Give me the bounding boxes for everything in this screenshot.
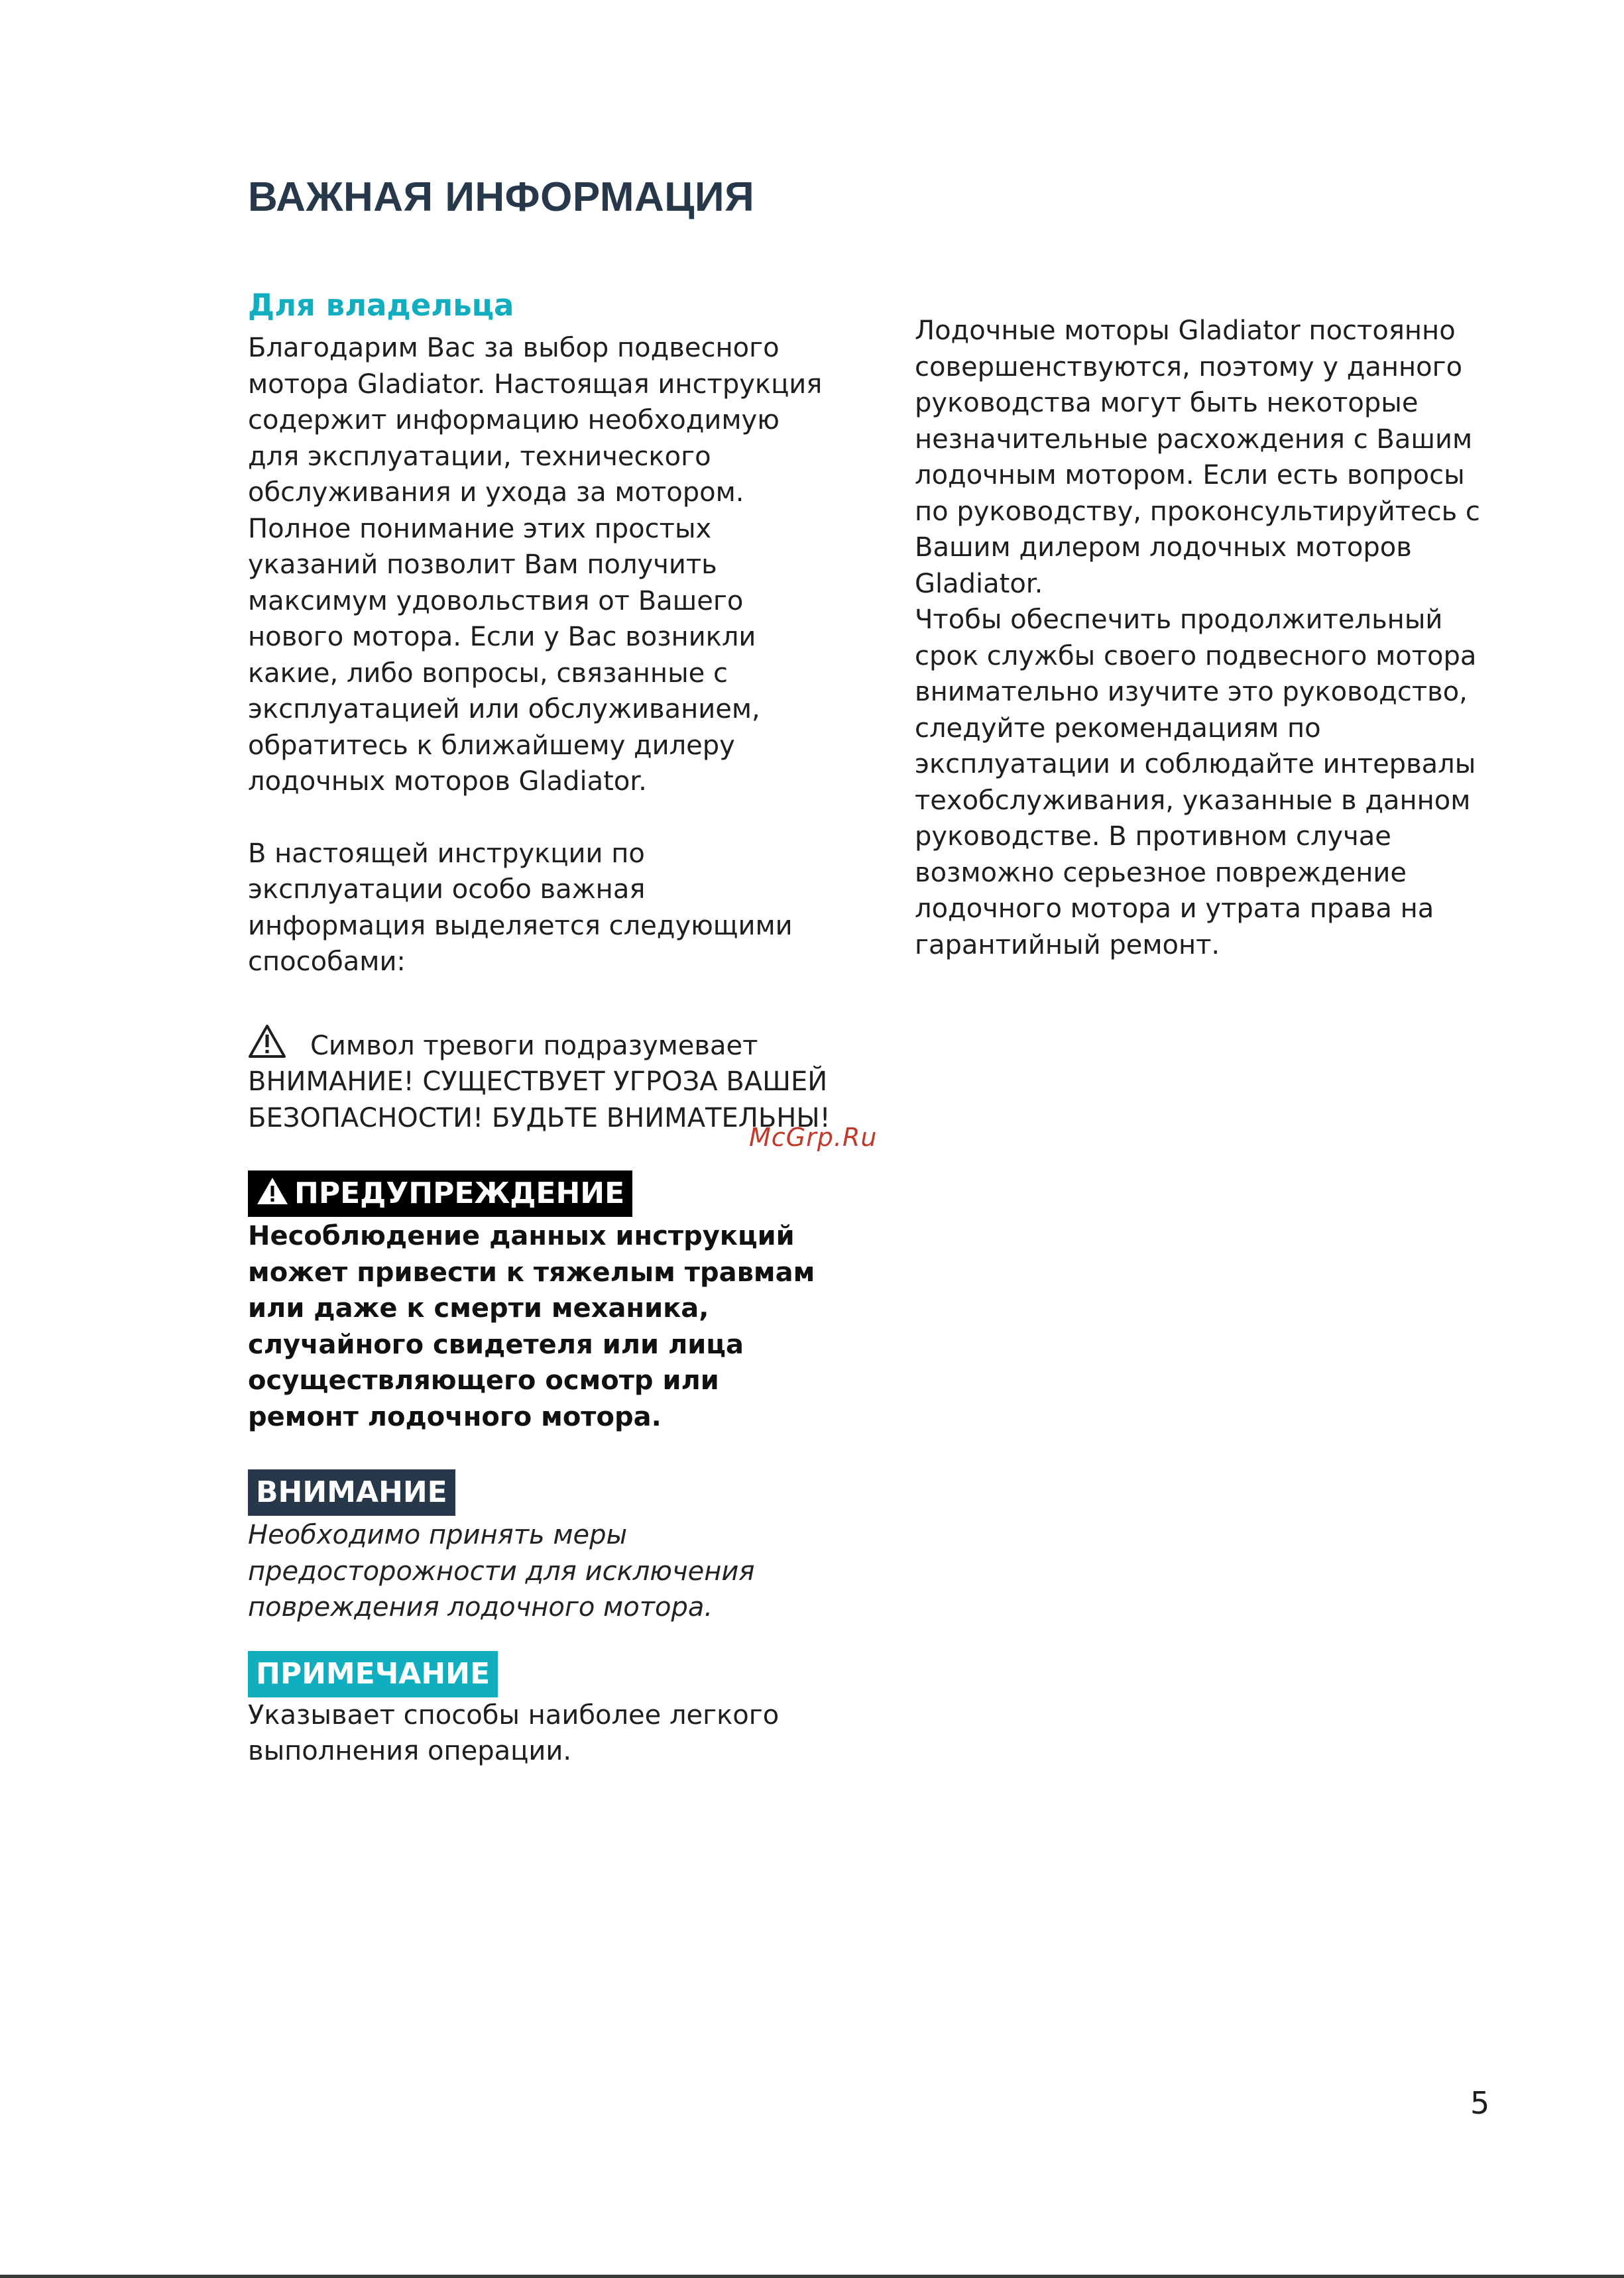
left-column [248, 285, 831, 1770]
warning-label-text: ПРЕДУПРЕЖДЕНИЕ [294, 1176, 625, 1210]
attention-text: Необходимо принять меры предосторожности для исключения повреждения лодочного мотора. [248, 1520, 755, 1623]
right-paragraph-1: Лодочные моторы Gladiator постоянно совершенствуются, поэтому у данного руководства могут быть некоторые незначительные расхождения с Вашим лодочным мотором. Если есть вопросы по руководству, проконсультируйтесь с Вашим дилером лодочных моторов Gladiator. [915, 315, 1480, 599]
note-label: ПРИМЕЧАНИЕ [248, 1651, 498, 1697]
page-number: 5 [1470, 2085, 1490, 2121]
right-paragraph-2: Чтобы обеспечить продолжительный срок службы своего подвесного мотора внимательно изучите это руководство, следуйте рекомендациям по эксплуатации и соблюдайте интервалы техобслуживания, указанные в данном руководстве. В противном случае возможно серьезное повреждение лодочного мотора и утрата права на гарантийный ремонт. [915, 604, 1477, 960]
watermark: McGrp.Ru [749, 1123, 878, 1152]
attention-block [248, 1469, 831, 1626]
alert-symbol-text: Символ тревоги подразумевает [310, 1030, 758, 1061]
warning-block [248, 1170, 831, 1435]
note-text: Указывает способы наиболее легкого выполнения операции. [248, 1699, 780, 1766]
warning-triangle-icon [256, 1176, 289, 1206]
intro-paragraph: Благодарим Вас за выбор подвесного мотора Gladiator. Настоящая инструкция содержит информацию необходимую для эксплуатации, технического обслуживания и ухода за мотором. Полное понимание этих простых указаний позволит Вам получить максимум удовольствия от Вашего нового мотора. Если у Вас возникли какие, либо вопросы, связанные с эксплуатацией или обслуживанием, обратитесь к ближайшему дилеру лодочных моторов Gladiator. [248, 333, 823, 797]
warning-text: Несоблюдение данных инструкций может привести к тяжелым травмам или даже к смерти механика, случайного свидетеля или лица осуществляющего осмотр или ремонт лодочного мотора. [248, 1221, 815, 1432]
section-subtitle: Для владельца [248, 288, 514, 323]
alert-caps-text: ВНИМАНИЕ! СУЩЕСТВУЕТ УГРОЗА ВАШЕЙ БЕЗОПАСНОСТИ! БУДЬТЕ ВНИМАТЕЛЬНЫ! [248, 1066, 831, 1133]
warning-label [248, 1170, 632, 1217]
highlight-intro-paragraph: В настоящей инструкции по эксплуатации особо важная информация выделяется следующими способами: [248, 838, 793, 977]
attention-label: ВНИМАНИЕ [248, 1469, 455, 1516]
right-column [915, 313, 1498, 963]
alert-symbol-block [248, 1024, 831, 1137]
page-bottom-edge [0, 2275, 1624, 2278]
warning-triangle-icon [248, 1024, 286, 1058]
note-block [248, 1651, 831, 1770]
page-title: ВАЖНАЯ ИНФОРМАЦИЯ [248, 174, 755, 220]
